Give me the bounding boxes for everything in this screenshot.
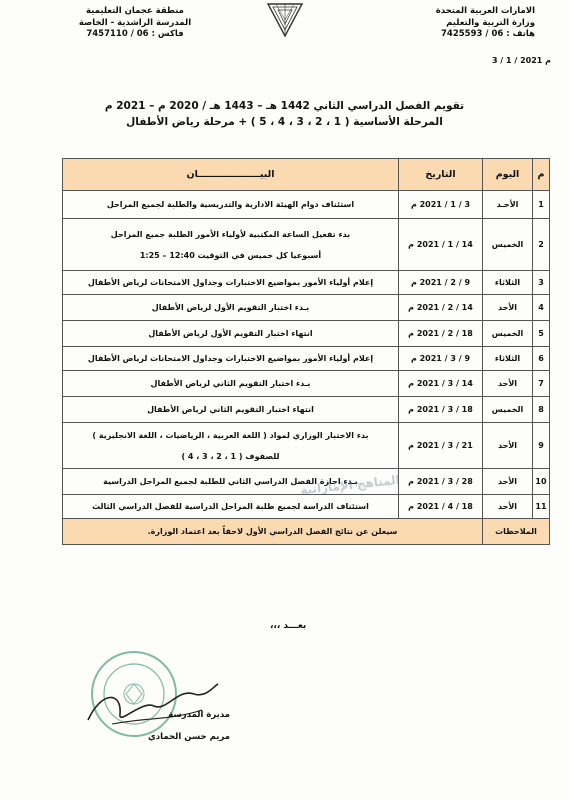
description-line: بـدء اجازة الفصل الدراسي الثاني للطلبة لجميع المراحل الدراسية: [103, 477, 358, 486]
cell-day: الأحد: [483, 371, 533, 397]
table-row: [63, 219, 550, 271]
cell-day: الأحـد: [483, 191, 533, 219]
cell-date: 3 / 1 / 2021 م: [399, 191, 483, 219]
cell-day: الخميس: [483, 219, 533, 271]
cell-description: [63, 423, 399, 469]
header-date: التاريخ: [399, 159, 483, 191]
description-line: إعلام أولياء الأمور بمواضيع الاختبارات وجداول الامتحانات لرياض الأطفال: [87, 354, 374, 363]
description-line: استئناف الدراسة لجميع طلبة المراحل الدراسية للفصل الدراسي الثالث: [92, 502, 369, 511]
cell-description: [63, 347, 399, 371]
cell-description: [63, 495, 399, 519]
cell-num: 10: [533, 469, 550, 495]
table-row: [63, 371, 550, 397]
cell-date: 18 / 2 / 2021 م: [399, 321, 483, 347]
cell-num: 3: [533, 271, 550, 295]
description-line: استئناف دوام الهيئة الادارية والتدريسية والطلبة لجميع المراحل: [106, 200, 355, 209]
header-school-name: المدرسة الراشدية - الخاصة: [78, 17, 192, 28]
cell-date: 14 / 1 / 2021 م: [399, 219, 483, 271]
header-zone: منطقة عجمان التعليمية: [86, 6, 184, 16]
cell-num: 4: [533, 295, 550, 321]
notes-label: الملاحظات: [483, 519, 550, 545]
cell-day: الثلاثاء: [483, 347, 533, 371]
document-date: 3 / 1 / 2021 م: [491, 56, 551, 65]
table-row: [63, 397, 550, 423]
watermark-text: المناهج الإماراتية: [299, 472, 401, 498]
cell-num: 8: [533, 397, 550, 423]
cell-day: الخميس: [483, 321, 533, 347]
table-row: [63, 271, 550, 295]
cell-date: 18 / 4 / 2021 م: [399, 495, 483, 519]
table-row: [63, 295, 550, 321]
description-line: بـدء اختبار التقويم الأول لرياض الأطفال: [151, 303, 310, 312]
table-row: [63, 321, 550, 347]
description-line: انتهاء اختبار التقويم الثاني لرياض الأطفال: [147, 405, 314, 414]
description-line: بـدء اختبار التقويم الثاني لرياض الأطفال: [150, 379, 311, 388]
cell-num: 6: [533, 347, 550, 371]
table-header-row: [63, 159, 550, 191]
cell-num: 11: [533, 495, 550, 519]
cell-day: الخميس: [483, 397, 533, 423]
cell-day: الأحد: [483, 423, 533, 469]
cell-date: 14 / 3 / 2021 م: [399, 371, 483, 397]
document-title: تقويم الفصل الدراسي الثاني 1442 هـ – 1443 هـ / 2020 م – 2021 م: [104, 100, 465, 112]
table-row: [63, 191, 550, 219]
notes-text: سيعلن عن نتائج الفصل الدراسي الأول لاحقاً بعد اعتماد الوزارة.: [63, 519, 483, 545]
cell-num: 7: [533, 371, 550, 397]
description-line: أسبوعيا كل خميس في التوقيت 12:40 – 1:25: [139, 250, 322, 260]
cell-num: 2: [533, 219, 550, 271]
header-desc: البيـــــــــــــــــــان: [63, 159, 399, 191]
cell-day: الثلاثاء: [483, 271, 533, 295]
header-day: اليوم: [483, 159, 533, 191]
cell-date: 18 / 3 / 2021 م: [399, 397, 483, 423]
cell-description: [63, 219, 399, 271]
cell-day: الأحد: [483, 495, 533, 519]
description-line: إعلام أولياء الأمور بمواضيع الاختبارات وجداول الامتحانات لرياض الأطفال: [87, 278, 374, 287]
header-fax: فاكس : 06 / 7457110: [86, 29, 184, 39]
description-line: بدء الاختبار الوزاري لمواد ( اللغة العربية ، الرياضيات ، اللغة الانجليزية ): [92, 430, 369, 440]
principal-title: مديرة المدرسة: [168, 710, 230, 720]
notes-row: [63, 519, 550, 545]
principal-block: [110, 704, 230, 748]
ministry-emblem-icon: [262, 0, 308, 40]
cell-description: [63, 397, 399, 423]
header-ministry: [365, 6, 535, 41]
header-ministry-name: وزارة التربية والتعليم: [446, 17, 535, 28]
document-subtitle: المرحلة الأساسية ( 1 ، 2 ، 3 ، 4 ، 5 ) + مرحلة رياض الأطفال: [126, 116, 443, 128]
description-line: بدء تفعيل الساعة المكتبية لأولياء الأمور الطلبة جميع المراحل: [110, 229, 351, 239]
table-row: [63, 347, 550, 371]
cell-date: 28 / 3 / 2021 م: [399, 469, 483, 495]
cell-day: الأحد: [483, 469, 533, 495]
header-num: م: [533, 159, 550, 191]
cell-day: الأحد: [483, 295, 533, 321]
cell-description: [63, 295, 399, 321]
closing-text: بعـــد ،،،: [270, 621, 307, 631]
header-school: [60, 6, 210, 41]
cell-num: 1: [533, 191, 550, 219]
table-row: [63, 423, 550, 469]
cell-description: [63, 371, 399, 397]
cell-date: 14 / 2 / 2021 م: [399, 295, 483, 321]
cell-date: 21 / 3 / 2021 م: [399, 423, 483, 469]
principal-name: مريم حسن الحمادي: [147, 732, 230, 742]
description-line: انتهاء اختبار التقويم الأول لرياض الأطفال: [148, 329, 313, 338]
cell-num: 5: [533, 321, 550, 347]
cell-date: 9 / 2 / 2021 م: [399, 271, 483, 295]
cell-description: [63, 321, 399, 347]
header-phone: هاتف : 06 / 7425593: [441, 29, 535, 39]
table-row: [63, 495, 550, 519]
description-line: للصفوف ( 1 ، 2 ، 3 ، 4 ): [181, 451, 280, 461]
cell-description: [63, 191, 399, 219]
cell-num: 9: [533, 423, 550, 469]
header-country: الامارات العربية المتحدة: [435, 6, 535, 16]
cell-description: [63, 271, 399, 295]
cell-date: 9 / 3 / 2021 م: [399, 347, 483, 371]
